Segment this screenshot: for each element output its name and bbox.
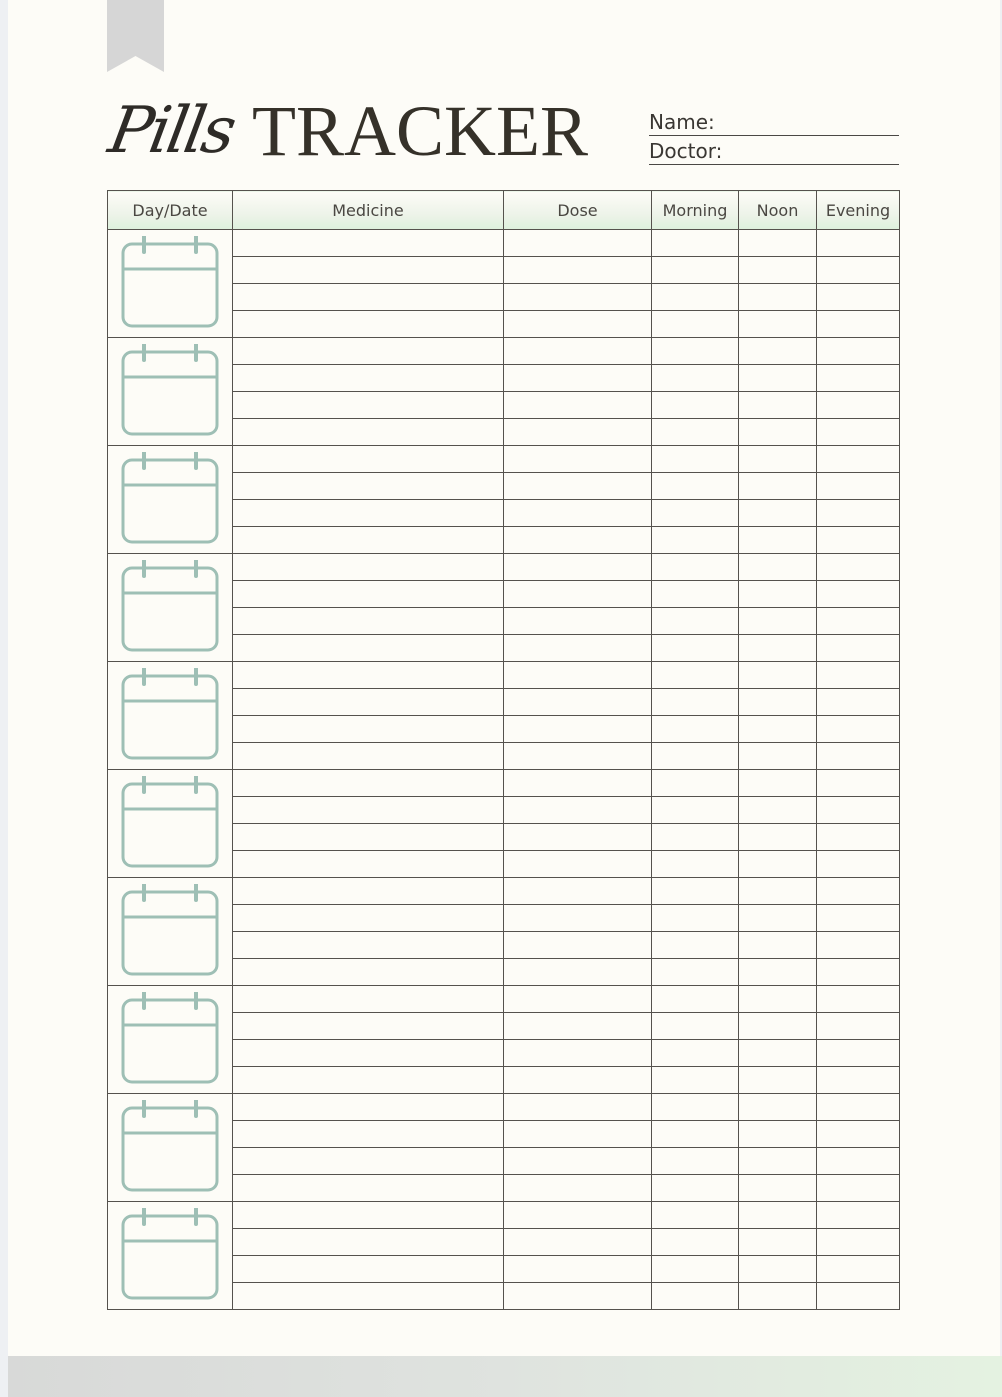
noon-cell[interactable]: [739, 581, 817, 608]
dose-cell[interactable]: [504, 689, 652, 716]
day-date-cell[interactable]: [108, 878, 233, 986]
day-date-cell[interactable]: [108, 770, 233, 878]
medicine-cell[interactable]: [233, 1202, 504, 1229]
morning-cell[interactable]: [652, 716, 739, 743]
morning-cell[interactable]: [652, 1040, 739, 1067]
evening-cell[interactable]: [817, 1148, 900, 1175]
calendar-icon: [120, 236, 220, 331]
medicine-cell[interactable]: [233, 1040, 504, 1067]
medicine-cell[interactable]: [233, 1121, 504, 1148]
name-field[interactable]: [649, 109, 899, 136]
medicine-cell[interactable]: [233, 500, 504, 527]
morning-cell[interactable]: [652, 635, 739, 662]
morning-cell[interactable]: [652, 932, 739, 959]
morning-cell[interactable]: [652, 959, 739, 986]
evening-cell[interactable]: [817, 905, 900, 932]
day-date-cell[interactable]: [108, 554, 233, 662]
evening-cell[interactable]: [817, 851, 900, 878]
noon-cell[interactable]: [739, 932, 817, 959]
dose-cell[interactable]: [504, 635, 652, 662]
doctor-field[interactable]: [649, 138, 899, 165]
evening-cell[interactable]: [817, 932, 900, 959]
evening-cell[interactable]: [817, 554, 900, 581]
noon-cell[interactable]: [739, 338, 817, 365]
dose-cell[interactable]: [504, 932, 652, 959]
dose-cell[interactable]: [504, 446, 652, 473]
day-date-cell[interactable]: [108, 1094, 233, 1202]
dose-cell[interactable]: [504, 878, 652, 905]
morning-cell[interactable]: [652, 851, 739, 878]
noon-cell[interactable]: [739, 878, 817, 905]
noon-cell[interactable]: [739, 797, 817, 824]
header-medicine: Medicine: [233, 191, 504, 230]
noon-cell[interactable]: [739, 689, 817, 716]
morning-cell[interactable]: [652, 986, 739, 1013]
evening-cell[interactable]: [817, 581, 900, 608]
evening-cell[interactable]: [817, 1229, 900, 1256]
morning-cell[interactable]: [652, 284, 739, 311]
morning-cell[interactable]: [652, 878, 739, 905]
medicine-cell[interactable]: [233, 1283, 504, 1310]
evening-cell[interactable]: [817, 1202, 900, 1229]
evening-cell[interactable]: [817, 959, 900, 986]
evening-cell[interactable]: [817, 338, 900, 365]
medicine-cell[interactable]: [233, 851, 504, 878]
evening-cell[interactable]: [817, 1013, 900, 1040]
medicine-cell[interactable]: [233, 689, 504, 716]
evening-cell[interactable]: [817, 1256, 900, 1283]
morning-cell[interactable]: [652, 797, 739, 824]
medicine-cell[interactable]: [233, 797, 504, 824]
noon-cell[interactable]: [739, 662, 817, 689]
noon-cell[interactable]: [739, 419, 817, 446]
dose-cell[interactable]: [504, 311, 652, 338]
morning-cell[interactable]: [652, 770, 739, 797]
morning-cell[interactable]: [652, 473, 739, 500]
calendar-icon: [120, 344, 220, 439]
dose-cell[interactable]: [504, 473, 652, 500]
noon-cell[interactable]: [739, 743, 817, 770]
noon-cell[interactable]: [739, 446, 817, 473]
dose-cell[interactable]: [504, 1067, 652, 1094]
morning-cell[interactable]: [652, 743, 739, 770]
medicine-cell[interactable]: [233, 878, 504, 905]
noon-cell[interactable]: [739, 500, 817, 527]
noon-cell[interactable]: [739, 824, 817, 851]
dose-cell[interactable]: [504, 1175, 652, 1202]
table-row: [108, 1202, 900, 1229]
morning-cell[interactable]: [652, 446, 739, 473]
dose-cell[interactable]: [504, 1229, 652, 1256]
header-evening: Evening: [817, 191, 900, 230]
noon-cell[interactable]: [739, 1067, 817, 1094]
evening-cell[interactable]: [817, 392, 900, 419]
table-header-row: [108, 191, 900, 230]
table-row: [108, 446, 900, 473]
table-row: [108, 554, 900, 581]
medicine-cell[interactable]: [233, 932, 504, 959]
noon-cell[interactable]: [739, 284, 817, 311]
dose-cell[interactable]: [504, 500, 652, 527]
noon-cell[interactable]: [739, 554, 817, 581]
day-date-cell[interactable]: [108, 338, 233, 446]
pills-tracker-table: [107, 190, 900, 1310]
medicine-cell[interactable]: [233, 1229, 504, 1256]
calendar-icon: [120, 668, 220, 763]
evening-cell[interactable]: [817, 608, 900, 635]
dose-cell[interactable]: [504, 554, 652, 581]
noon-cell[interactable]: [739, 986, 817, 1013]
noon-cell[interactable]: [739, 230, 817, 257]
noon-cell[interactable]: [739, 1283, 817, 1310]
evening-cell[interactable]: [817, 365, 900, 392]
morning-cell[interactable]: [652, 689, 739, 716]
noon-cell[interactable]: [739, 1202, 817, 1229]
morning-cell[interactable]: [652, 1013, 739, 1040]
dose-cell[interactable]: [504, 662, 652, 689]
doctor-label: Doctor:: [649, 139, 723, 163]
noon-cell[interactable]: [739, 905, 817, 932]
header-morning: Morning: [652, 191, 739, 230]
morning-cell[interactable]: [652, 419, 739, 446]
medicine-cell[interactable]: [233, 608, 504, 635]
evening-cell[interactable]: [817, 473, 900, 500]
medicine-cell[interactable]: [233, 392, 504, 419]
dose-cell[interactable]: [504, 338, 652, 365]
morning-cell[interactable]: [652, 365, 739, 392]
morning-cell[interactable]: [652, 1148, 739, 1175]
morning-cell[interactable]: [652, 1067, 739, 1094]
morning-cell[interactable]: [652, 608, 739, 635]
evening-cell[interactable]: [817, 1283, 900, 1310]
table-row: [108, 1094, 900, 1121]
calendar-icon: [120, 992, 220, 1087]
noon-cell[interactable]: [739, 716, 817, 743]
morning-cell[interactable]: [652, 1283, 739, 1310]
morning-cell[interactable]: [652, 1229, 739, 1256]
dose-cell[interactable]: [504, 257, 652, 284]
morning-cell[interactable]: [652, 581, 739, 608]
medicine-cell[interactable]: [233, 1013, 504, 1040]
dose-cell[interactable]: [504, 797, 652, 824]
dose-cell[interactable]: [504, 1013, 652, 1040]
morning-cell[interactable]: [652, 1094, 739, 1121]
dose-cell[interactable]: [504, 1094, 652, 1121]
noon-cell[interactable]: [739, 527, 817, 554]
evening-cell[interactable]: [817, 500, 900, 527]
dose-cell[interactable]: [504, 986, 652, 1013]
day-date-cell[interactable]: [108, 986, 233, 1094]
footer-band: [8, 1356, 1002, 1397]
evening-cell[interactable]: [817, 743, 900, 770]
noon-cell[interactable]: [739, 959, 817, 986]
table-row: [108, 662, 900, 689]
medicine-cell[interactable]: [233, 230, 504, 257]
name-label: Name:: [649, 110, 715, 134]
calendar-icon: [120, 884, 220, 979]
medicine-cell[interactable]: [233, 770, 504, 797]
morning-cell[interactable]: [652, 1202, 739, 1229]
medicine-cell[interactable]: [233, 581, 504, 608]
medicine-cell[interactable]: [233, 1094, 504, 1121]
medicine-cell[interactable]: [233, 527, 504, 554]
medicine-cell[interactable]: [233, 473, 504, 500]
evening-cell[interactable]: [817, 689, 900, 716]
medicine-cell[interactable]: [233, 986, 504, 1013]
morning-cell[interactable]: [652, 662, 739, 689]
table-row: [108, 230, 900, 257]
evening-cell[interactable]: [817, 1121, 900, 1148]
dose-cell[interactable]: [504, 419, 652, 446]
evening-cell[interactable]: [817, 311, 900, 338]
calendar-icon: [120, 452, 220, 547]
morning-cell[interactable]: [652, 905, 739, 932]
day-date-cell[interactable]: [108, 446, 233, 554]
dose-cell[interactable]: [504, 1040, 652, 1067]
dose-cell[interactable]: [504, 527, 652, 554]
medicine-cell[interactable]: [233, 662, 504, 689]
dose-cell[interactable]: [504, 365, 652, 392]
evening-cell[interactable]: [817, 230, 900, 257]
evening-cell[interactable]: [817, 446, 900, 473]
noon-cell[interactable]: [739, 1040, 817, 1067]
evening-cell[interactable]: [817, 770, 900, 797]
dose-cell[interactable]: [504, 230, 652, 257]
medicine-cell[interactable]: [233, 311, 504, 338]
morning-cell[interactable]: [652, 338, 739, 365]
table-row: [108, 986, 900, 1013]
dose-cell[interactable]: [504, 1148, 652, 1175]
calendar-icon: [120, 1208, 220, 1303]
medicine-cell[interactable]: [233, 338, 504, 365]
medicine-cell[interactable]: [233, 716, 504, 743]
evening-cell[interactable]: [817, 797, 900, 824]
evening-cell[interactable]: [817, 257, 900, 284]
evening-cell[interactable]: [817, 878, 900, 905]
dose-cell[interactable]: [504, 284, 652, 311]
noon-cell[interactable]: [739, 365, 817, 392]
evening-cell[interactable]: [817, 662, 900, 689]
evening-cell[interactable]: [817, 716, 900, 743]
table-row: [108, 338, 900, 365]
medicine-cell[interactable]: [233, 365, 504, 392]
day-date-cell[interactable]: [108, 230, 233, 338]
page-title: TRACKER: [252, 91, 589, 171]
medicine-cell[interactable]: [233, 554, 504, 581]
medicine-cell[interactable]: [233, 257, 504, 284]
medicine-cell[interactable]: [233, 905, 504, 932]
noon-cell[interactable]: [739, 1175, 817, 1202]
medicine-cell[interactable]: [233, 959, 504, 986]
noon-cell[interactable]: [739, 1094, 817, 1121]
noon-cell[interactable]: [739, 851, 817, 878]
evening-cell[interactable]: [817, 419, 900, 446]
dose-cell[interactable]: [504, 743, 652, 770]
morning-cell[interactable]: [652, 824, 739, 851]
bookmark-ribbon-icon: [107, 0, 164, 72]
day-date-cell[interactable]: [108, 662, 233, 770]
evening-cell[interactable]: [817, 527, 900, 554]
medicine-cell[interactable]: [233, 743, 504, 770]
dose-cell[interactable]: [504, 851, 652, 878]
morning-cell[interactable]: [652, 311, 739, 338]
header-noon: Noon: [739, 191, 817, 230]
day-date-cell[interactable]: [108, 1202, 233, 1310]
medicine-cell[interactable]: [233, 1256, 504, 1283]
calendar-icon: [120, 776, 220, 871]
noon-cell[interactable]: [739, 1013, 817, 1040]
evening-cell[interactable]: [817, 635, 900, 662]
noon-cell[interactable]: [739, 257, 817, 284]
evening-cell[interactable]: [817, 986, 900, 1013]
medicine-cell[interactable]: [233, 446, 504, 473]
morning-cell[interactable]: [652, 527, 739, 554]
calendar-icon: [120, 1100, 220, 1195]
calendar-icon: [120, 560, 220, 655]
title-script: Pills: [103, 94, 239, 168]
dose-cell[interactable]: [504, 905, 652, 932]
noon-cell[interactable]: [739, 473, 817, 500]
table-row: [108, 770, 900, 797]
morning-cell[interactable]: [652, 392, 739, 419]
morning-cell[interactable]: [652, 500, 739, 527]
dose-cell[interactable]: [504, 392, 652, 419]
noon-cell[interactable]: [739, 1229, 817, 1256]
noon-cell[interactable]: [739, 635, 817, 662]
medicine-cell[interactable]: [233, 1148, 504, 1175]
morning-cell[interactable]: [652, 1175, 739, 1202]
medicine-cell[interactable]: [233, 284, 504, 311]
morning-cell[interactable]: [652, 1121, 739, 1148]
noon-cell[interactable]: [739, 608, 817, 635]
dose-cell[interactable]: [504, 608, 652, 635]
medicine-cell[interactable]: [233, 635, 504, 662]
dose-cell[interactable]: [504, 581, 652, 608]
dose-cell[interactable]: [504, 716, 652, 743]
morning-cell[interactable]: [652, 1256, 739, 1283]
dose-cell[interactable]: [504, 824, 652, 851]
medicine-cell[interactable]: [233, 824, 504, 851]
evening-cell[interactable]: [817, 1067, 900, 1094]
morning-cell[interactable]: [652, 257, 739, 284]
header-day-date: Day/Date: [108, 191, 233, 230]
medicine-cell[interactable]: [233, 1175, 504, 1202]
noon-cell[interactable]: [739, 1256, 817, 1283]
evening-cell[interactable]: [817, 1094, 900, 1121]
noon-cell[interactable]: [739, 770, 817, 797]
dose-cell[interactable]: [504, 1121, 652, 1148]
dose-cell[interactable]: [504, 959, 652, 986]
dose-cell[interactable]: [504, 1202, 652, 1229]
header-dose: Dose: [504, 191, 652, 230]
noon-cell[interactable]: [739, 311, 817, 338]
evening-cell[interactable]: [817, 1175, 900, 1202]
dose-cell[interactable]: [504, 1256, 652, 1283]
evening-cell[interactable]: [817, 824, 900, 851]
morning-cell[interactable]: [652, 554, 739, 581]
evening-cell[interactable]: [817, 1040, 900, 1067]
noon-cell[interactable]: [739, 1148, 817, 1175]
medicine-cell[interactable]: [233, 1067, 504, 1094]
dose-cell[interactable]: [504, 770, 652, 797]
noon-cell[interactable]: [739, 1121, 817, 1148]
dose-cell[interactable]: [504, 1283, 652, 1310]
morning-cell[interactable]: [652, 230, 739, 257]
evening-cell[interactable]: [817, 284, 900, 311]
table-row: [108, 878, 900, 905]
noon-cell[interactable]: [739, 392, 817, 419]
medicine-cell[interactable]: [233, 419, 504, 446]
